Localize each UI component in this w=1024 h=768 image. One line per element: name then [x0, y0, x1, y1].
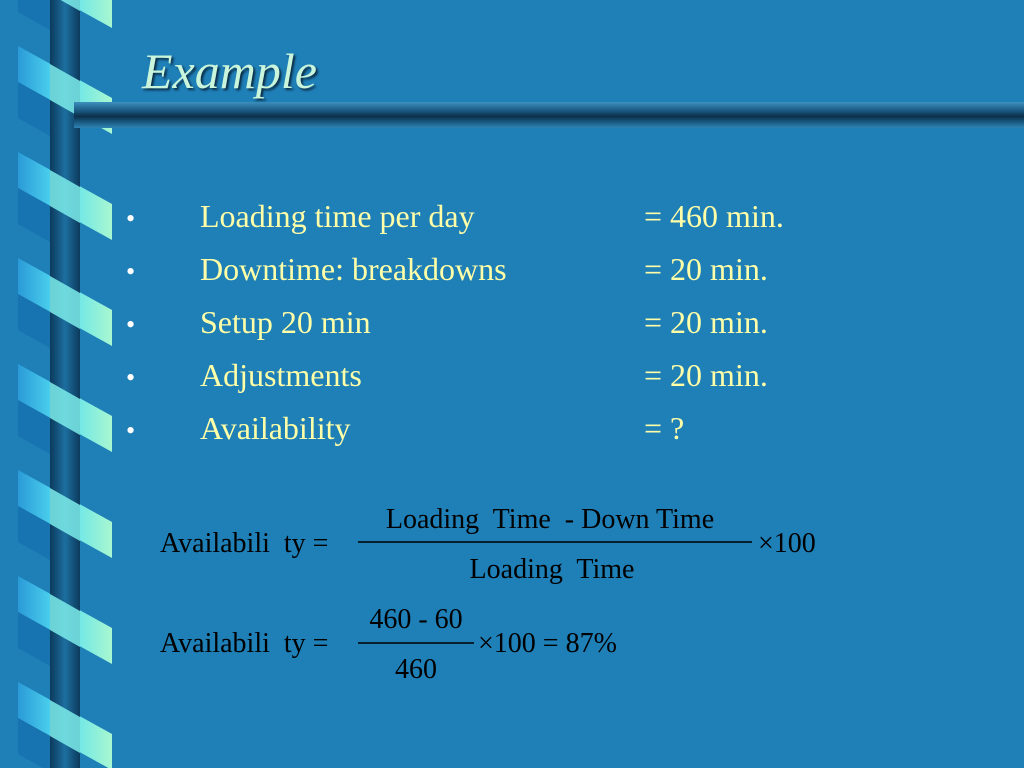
- availability-calculation: [160, 604, 617, 685]
- formula-denominator: Loading Time: [469, 554, 635, 585]
- bullet-mark: •: [126, 310, 136, 339]
- calc-result: ×100 = 87%: [478, 628, 617, 659]
- formula-numerator: Loading Time - Down Time: [385, 504, 715, 535]
- bullet-mark: •: [126, 416, 136, 445]
- list-item: [126, 410, 784, 463]
- item-label: Downtime: breakdowns: [200, 251, 507, 287]
- item-value: = 460 min.: [644, 198, 784, 234]
- bullet-list: [126, 198, 784, 463]
- formula-lhs: Availabili ty =: [160, 528, 329, 559]
- formula-block: [160, 500, 880, 700]
- list-item: [126, 198, 784, 251]
- list-item: [126, 251, 784, 304]
- bullet-mark: •: [126, 204, 136, 233]
- title-divider-bar: [74, 102, 1024, 128]
- list-item: [126, 304, 784, 357]
- item-label: Adjustments: [200, 357, 362, 393]
- calc-lhs: Availabili ty =: [160, 628, 329, 659]
- calc-denominator: 460: [395, 654, 437, 685]
- bullet-mark: •: [126, 363, 136, 392]
- availability-formula: [160, 504, 816, 585]
- item-label: Loading time per day: [200, 198, 475, 234]
- ribbon-shadow: [18, 0, 50, 30]
- item-value: = 20 min.: [644, 251, 768, 287]
- slide-title: Example: [142, 43, 317, 99]
- item-value: = ?: [644, 410, 685, 446]
- formula-multiplier: ×100: [758, 528, 816, 559]
- list-item: [126, 357, 784, 410]
- item-label: Setup 20 min: [200, 304, 371, 340]
- item-label: Availability: [200, 410, 351, 446]
- bullet-mark: •: [126, 257, 136, 286]
- item-value: = 20 min.: [644, 357, 768, 393]
- calc-numerator: 460 - 60: [369, 604, 463, 635]
- item-value: = 20 min.: [644, 304, 768, 340]
